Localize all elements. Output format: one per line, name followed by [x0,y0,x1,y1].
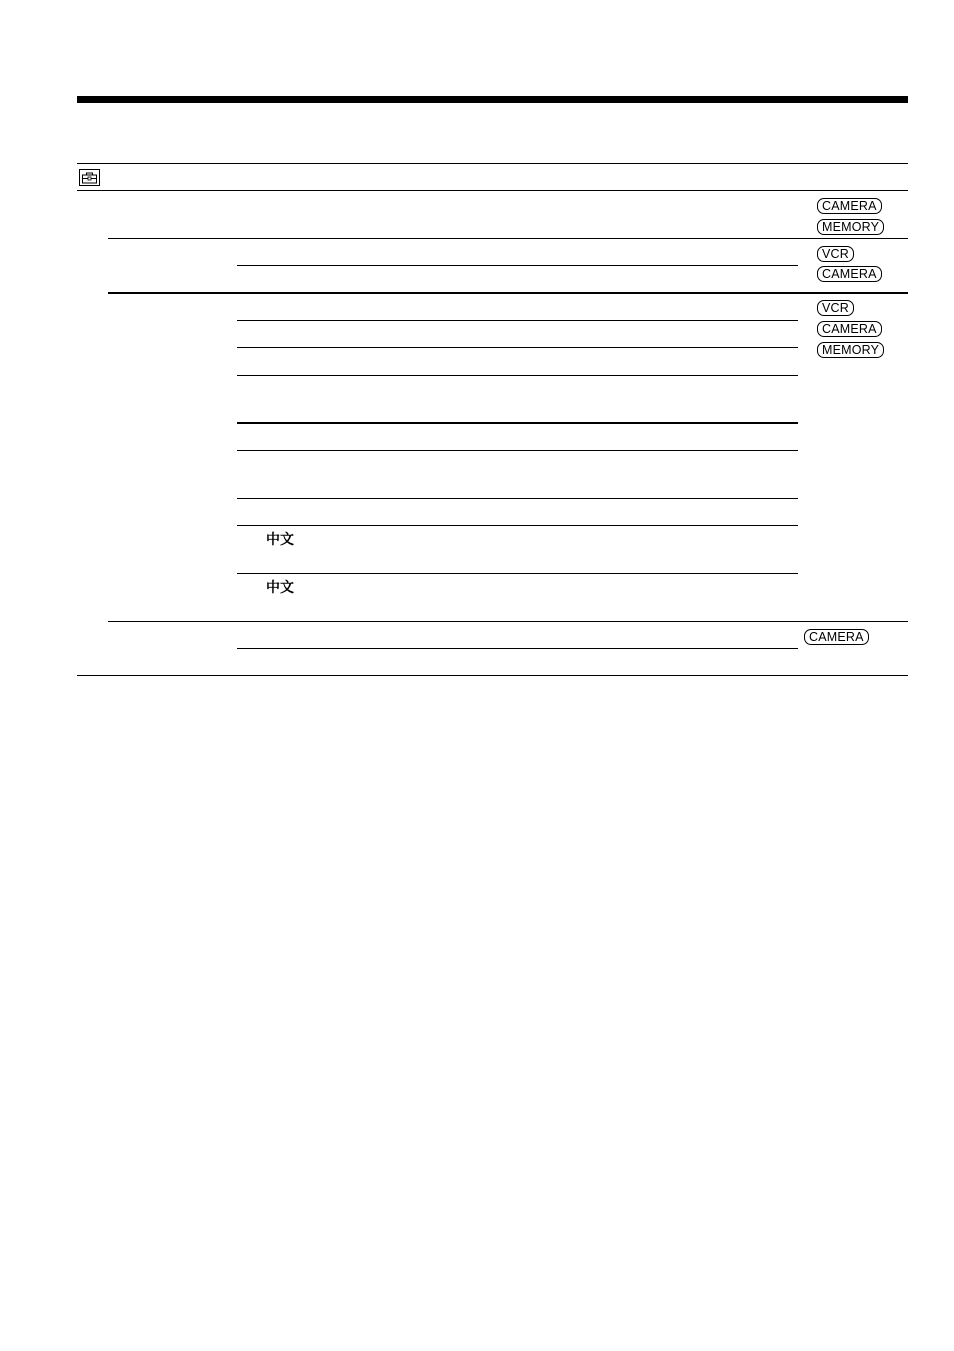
group-rule [108,238,908,239]
mode-badge-vcr: VCR [817,300,854,316]
table-bottom-rule [77,675,908,676]
row-rule [237,375,798,376]
language-option-chinese: 中文 [266,580,294,596]
row-rule [237,498,798,499]
mode-badge-camera: CAMERA [817,321,882,337]
mode-badge-camera: CAMERA [817,266,882,282]
table-header-bottom-rule [77,190,908,191]
row-rule [237,265,798,266]
group-rule [108,292,908,294]
row-rule [237,450,798,451]
mode-badge-memory: MEMORY [817,342,884,358]
row-rule [237,573,798,574]
mode-badge-vcr: VCR [817,246,854,262]
table-header-top-rule [77,163,908,164]
row-rule [237,422,798,424]
group-rule [108,621,908,622]
row-rule [237,648,798,649]
mode-badge-memory: MEMORY [817,219,884,235]
mode-badge-camera: CAMERA [817,198,882,214]
row-rule [237,525,798,526]
toolbox-icon [79,169,100,186]
row-rule [237,347,798,348]
language-option-chinese: 中文 [266,532,294,548]
top-rule [77,96,908,103]
mode-badge-camera: CAMERA [804,629,869,645]
row-rule [237,320,798,321]
